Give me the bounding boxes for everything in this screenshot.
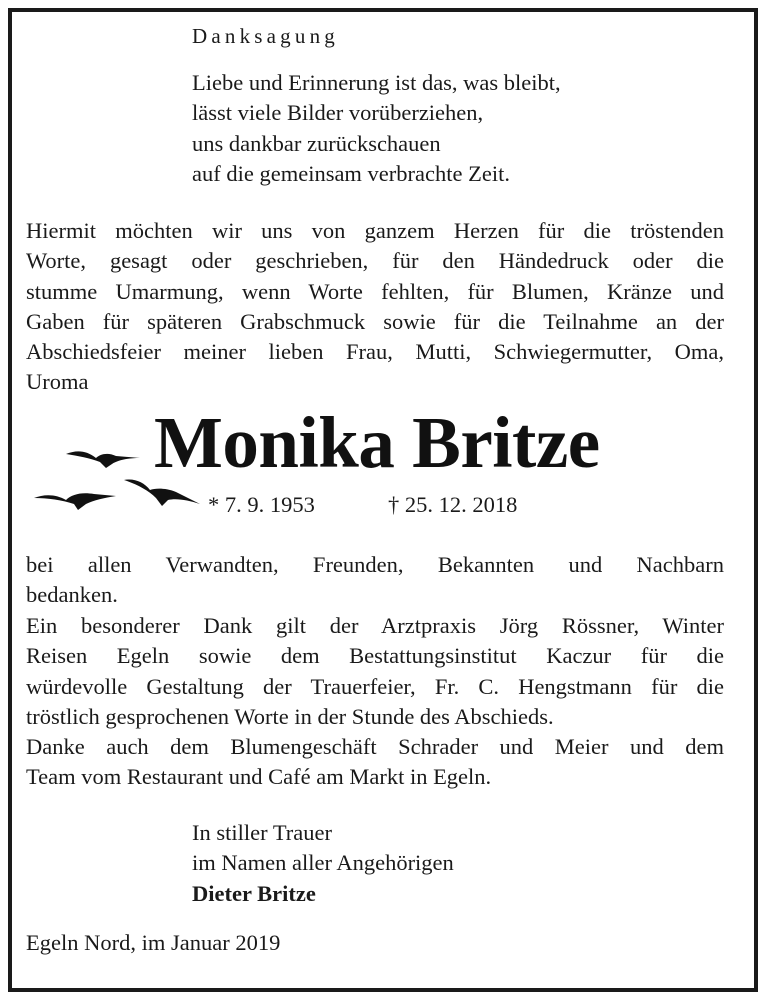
text-line: Team vom Restaurant und Café am Markt in Egeln. <box>26 764 492 790</box>
thanks-relatives-paragraph <box>26 550 724 611</box>
death-date: † 25. 12. 2018 <box>388 492 518 517</box>
poem-line: lässt viele Bilder vorüberziehen, <box>192 100 484 126</box>
text-line: Worte, gesagt oder geschrieben, für den Händedruck oder die <box>26 248 724 274</box>
signature-line: In stiller Trauer <box>192 820 332 845</box>
signature-block <box>192 818 454 909</box>
signer-name: Dieter Britze <box>192 880 316 906</box>
text-line: würdevolle Gestaltung der Trauerfeier, Fr. C. Hengstmann für die <box>26 673 724 699</box>
poem-line: uns dankbar zurückschauen <box>192 130 441 156</box>
text-line: Hiermit möchten wir uns von ganzem Herzen für die tröstenden <box>26 218 724 243</box>
text-line: bedanken. <box>26 582 118 608</box>
deceased-name: Monika Britze <box>154 402 600 483</box>
text-line: Reisen Egeln sowie dem Bestattungsinstitut Kaczur für die <box>26 643 724 669</box>
poem <box>192 68 561 189</box>
bird-icon <box>66 451 140 468</box>
heading: Danksagung <box>192 24 339 48</box>
bird-icon <box>124 479 200 506</box>
signature-line: im Namen aller Angehörigen <box>192 850 454 876</box>
place-date: Egeln Nord, im Januar 2019 <box>26 930 281 955</box>
bird-icon <box>34 493 116 510</box>
text-line: tröstlich gesprochenen Worte in der Stunde des Abschieds. <box>26 703 554 729</box>
text-line: Danke auch dem Blumengeschäft Schrader und Meier und dem <box>26 734 724 760</box>
thanks-intro-paragraph <box>26 216 724 398</box>
birth-date: * 7. 9. 1953 <box>208 492 315 517</box>
text-line: Ein besonderer Dank gilt der Arztpraxis Jörg Rössner, Winter <box>26 613 724 638</box>
poem-line: auf die gemeinsam verbrachte Zeit. <box>192 160 510 186</box>
text-line: Uroma <box>26 369 89 395</box>
text-line: stumme Umarmung, wenn Worte fehlten, für Blumen, Kränze und <box>26 278 724 304</box>
text-line: Gaben für späteren Grabschmuck sowie für die Teilnahme an der <box>26 308 724 334</box>
thanks-special-paragraph <box>26 611 724 793</box>
poem-line: Liebe und Erinnerung ist das, was bleibt, <box>192 70 561 95</box>
text-line: Abschiedsfeier meiner lieben Frau, Mutti, Schwiegermutter, Oma, <box>26 339 724 365</box>
text-line: bei allen Verwandten, Freunden, Bekannten und Nachbarn <box>26 552 724 577</box>
